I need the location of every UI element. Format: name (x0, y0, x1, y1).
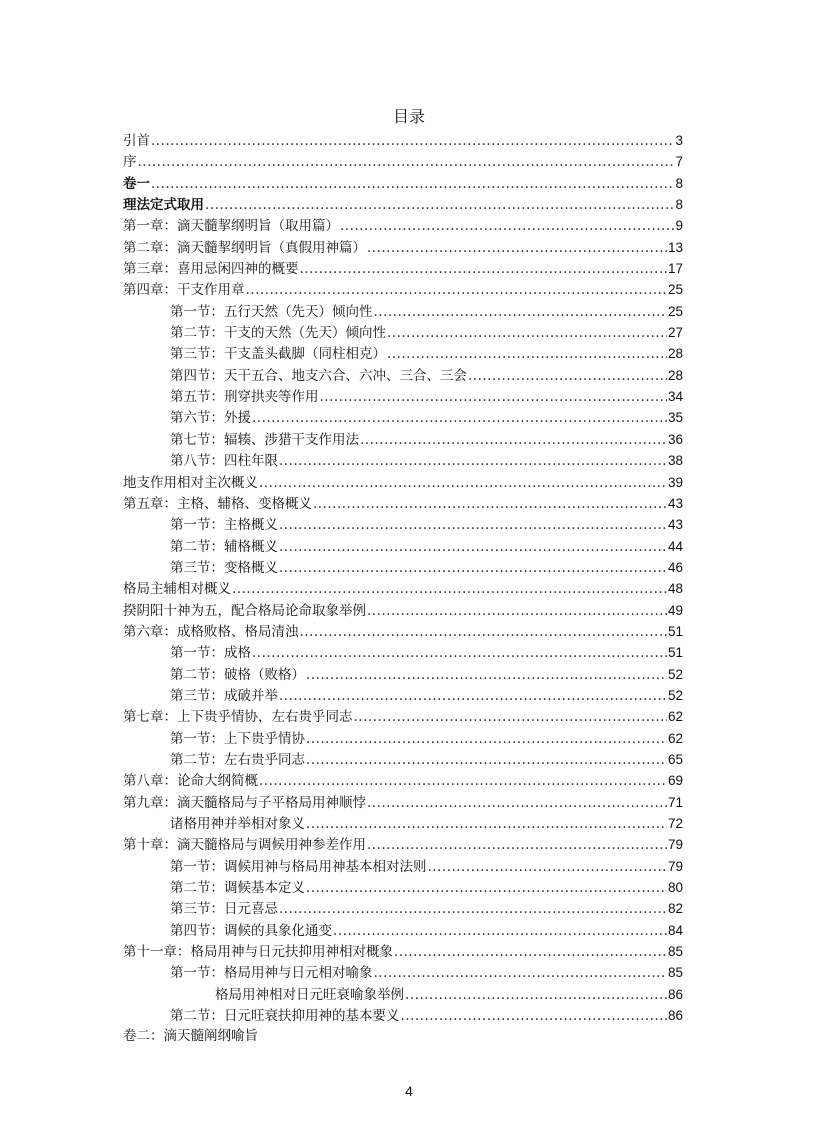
toc-leader-dots (360, 430, 667, 451)
toc-entry[interactable] (123, 386, 683, 407)
toc-leader-dots (394, 942, 667, 963)
toc-entry-page: 65 (667, 751, 683, 767)
toc-leader-dots (374, 963, 667, 984)
toc-entry[interactable] (123, 578, 683, 599)
toc-leader-dots (279, 451, 667, 472)
toc-entry-label: 第一节：上下贵乎情协 (170, 730, 305, 747)
toc-entry-label: 第十章：滴天髓格局与调候用神参差作用 (123, 837, 366, 854)
toc-leader-dots (354, 707, 667, 728)
toc-entry[interactable] (123, 770, 683, 791)
toc-entry-page: 48 (667, 581, 683, 597)
toc-entry[interactable] (123, 621, 683, 642)
toc-leader-dots (252, 643, 667, 664)
toc-entry-page: 27 (667, 325, 683, 341)
toc-entry-page: 38 (667, 453, 683, 469)
toc-entry[interactable] (123, 279, 683, 300)
toc-entry-page: 43 (667, 495, 683, 511)
toc-entry-page: 9 (675, 218, 683, 234)
toc-entry-label: 第八章：论命大纲简概 (123, 773, 258, 790)
toc-entry-label: 第一节：格局用神与日元相对喻象 (170, 965, 373, 982)
toc-entry[interactable] (123, 557, 683, 578)
toc-entry-label: 第二节：辅格概义 (170, 538, 278, 555)
toc-entry-label: 第五节：刑穿拱夹等作用 (170, 389, 319, 406)
toc-leader-dots (367, 793, 667, 814)
toc-entry-label: 第二节：日元旺衰扶抑用神的基本要义 (170, 1008, 400, 1025)
toc-leader-dots (279, 558, 667, 579)
toc-entry[interactable] (123, 407, 683, 428)
toc-entry-page: 7 (675, 154, 683, 170)
toc-entry[interactable] (123, 685, 683, 706)
toc-leader-dots (374, 302, 667, 323)
toc-leader-dots (246, 280, 667, 301)
toc-entry-page: 25 (667, 303, 683, 319)
toc-entry-page: 35 (667, 410, 683, 426)
toc-entry[interactable] (123, 792, 683, 813)
toc-entry[interactable] (123, 898, 683, 919)
toc-entry-page: 44 (667, 538, 683, 554)
toc-leader-dots (367, 238, 667, 259)
toc-entry[interactable] (123, 173, 683, 194)
toc-entry[interactable] (123, 962, 683, 983)
toc-leader-dots (205, 195, 674, 216)
toc-entry-page: 82 (667, 901, 683, 917)
page-number: 4 (405, 1083, 413, 1099)
toc-entry[interactable] (123, 322, 683, 343)
toc-leader-dots (387, 323, 667, 344)
toc-entry-page: 85 (667, 944, 683, 960)
toc-entry-label: 格局用神相对日元旺衰喻象举例 (215, 986, 404, 1003)
toc-leader-dots (252, 408, 667, 429)
toc-entry-label: 序 (123, 154, 137, 171)
toc-entry-label: 第一节：成格 (170, 645, 251, 662)
toc-entry-label: 第一章：滴天髓挈纲明旨（取用篇） (123, 218, 339, 235)
toc-entry[interactable] (123, 706, 683, 727)
toc-entry-label: 第四节：调候的具象化通变 (170, 922, 332, 939)
toc-entry[interactable] (123, 493, 683, 514)
toc-entry-page: 52 (667, 687, 683, 703)
toc-entry-page: 62 (667, 709, 683, 725)
toc-entry-label: 引首 (123, 133, 150, 149)
toc-entry-label: 诸格用神并举相对象义 (170, 816, 305, 832)
toc-entry-page: 8 (675, 197, 683, 213)
toc-entry[interactable] (123, 834, 683, 855)
toc-entry-label: 第一节：主格概义 (170, 517, 278, 534)
toc-entry-page: 52 (667, 666, 683, 682)
toc-entry-page: 79 (667, 858, 683, 874)
toc-entry-label: 第九章：滴天髓格局与子平格局用神顺悖 (123, 794, 366, 811)
toc-leader-dots (306, 814, 667, 835)
toc-leader-dots (306, 878, 667, 899)
toc-entry[interactable] (123, 600, 683, 621)
toc-entry-label: 第七章：上下贵乎情协，左右贵乎同志 (123, 709, 353, 726)
toc-entry[interactable] (123, 450, 683, 471)
toc-leader-dots (279, 899, 667, 920)
toc-entry-page: 69 (667, 773, 683, 789)
toc-leader-dots (300, 622, 667, 643)
toc-entry-page: 85 (667, 965, 683, 981)
toc-entry[interactable] (123, 343, 683, 364)
toc-entry-page: 84 (667, 922, 683, 938)
toc-leader-dots (367, 835, 667, 856)
toc-entry[interactable] (123, 728, 683, 749)
toc-leader-dots (232, 579, 667, 600)
toc-entry-label: 第二节：干支的天然（先天）倾向性 (170, 325, 386, 342)
toc-entry[interactable] (123, 429, 683, 450)
toc-entry-label: 地支作用相对主次概义 (123, 474, 258, 491)
toc-entry-label: 揆阴阳十神为五，配合格局论命取象举例 (123, 602, 366, 619)
toc-entry-page: 86 (667, 1008, 683, 1024)
toc-entry-label: 第一节：调候用神与格局用神基本相对法则 (170, 858, 427, 875)
toc-entry-page: 13 (667, 239, 683, 255)
toc-entry[interactable] (123, 1005, 683, 1026)
toc-entry[interactable] (123, 301, 683, 322)
toc-entry-page: 46 (667, 559, 683, 575)
toc-entry-label: 第三节：干支盖头截脚（同柱相克） (170, 346, 386, 363)
toc-entry-page: 62 (667, 730, 683, 746)
toc-leader-dots (279, 686, 667, 707)
toc-leader-dots (333, 921, 667, 942)
toc-entry-label: 第三节：日元喜忌 (170, 901, 278, 918)
toc-entry-label: 第一节：五行天然（先天）倾向性 (170, 303, 373, 320)
toc-entry[interactable] (123, 536, 683, 557)
toc-entry-label: 第七节：辐辏、涉猎干支作用法 (170, 431, 359, 448)
toc-entry[interactable] (123, 920, 683, 941)
toc-leader-dots (468, 366, 667, 387)
toc-entry-page: 49 (667, 602, 683, 618)
toc-entry-label: 第二节：左右贵乎同志 (170, 751, 305, 768)
toc-entry[interactable] (123, 215, 683, 236)
toc-leader-dots (151, 174, 674, 195)
toc-entry[interactable] (123, 194, 683, 215)
toc-entry-page: 3 (675, 133, 683, 148)
toc-leader-dots (306, 665, 667, 686)
toc-leader-dots (401, 1006, 667, 1027)
toc-entry-page: 86 (667, 986, 683, 1002)
toc-entry[interactable] (123, 237, 683, 258)
toc-entry[interactable] (123, 813, 683, 834)
toc-leader-dots (151, 131, 674, 152)
toc-entry-label: 第三章：喜用忌闲四神的概要 (123, 261, 299, 278)
toc-entry-label: 第四节：天干五合、地支六合、六冲、三合、三会 (170, 367, 467, 384)
toc-entry[interactable] (123, 856, 683, 877)
toc-entry-label: 理法定式取用 (123, 197, 204, 213)
toc-entry-label: 卷二：滴天髓阐纲喻旨 (123, 1028, 258, 1045)
toc-entry-page: 72 (667, 816, 683, 831)
toc-entry-label: 第十一章：格局用神与日元扶抑用神相对概象 (123, 944, 393, 961)
toc-leader-dots (259, 473, 667, 494)
toc-leader-dots (313, 494, 667, 515)
toc-entry-label: 第三节：变格概义 (170, 559, 278, 576)
toc-entry[interactable] (123, 1026, 683, 1047)
toc-entry-label: 卷一 (123, 175, 150, 191)
toc-entry-label: 第五章：主格、辅格、变格概义 (123, 495, 312, 512)
toc-entry[interactable] (123, 258, 683, 279)
toc-entry-label: 第二节：破格（败格） (170, 666, 305, 683)
toc-entry-label: 第二章：滴天髓挈纲明旨（真假用神篇） (123, 239, 366, 256)
toc-entry-label: 第八节：四柱年限 (170, 453, 278, 470)
toc-entry-page: 8 (675, 175, 683, 191)
toc-entry-page: 25 (667, 282, 683, 298)
toc-leader-dots (279, 515, 667, 536)
toc-entry[interactable] (123, 749, 683, 770)
toc-leader-dots (279, 537, 667, 558)
toc-leader-dots (367, 601, 667, 622)
toc-entry[interactable] (123, 130, 683, 151)
toc-entry[interactable] (123, 151, 683, 172)
toc-entry-page: 39 (667, 474, 683, 490)
toc-entry-page: 17 (667, 261, 683, 277)
toc-entry-page: 51 (667, 645, 683, 661)
toc-entry-label: 第二节：调候基本定义 (170, 880, 305, 897)
toc-entry-label: 第六章：成格败格、格局清浊 (123, 623, 299, 640)
toc-entry[interactable] (123, 365, 683, 386)
toc-entry[interactable] (123, 664, 683, 685)
toc-leader-dots (306, 729, 667, 750)
toc-entry[interactable] (123, 877, 683, 898)
toc-entry[interactable] (123, 642, 683, 663)
toc-entry-label: 第四章：干支作用章 (123, 282, 245, 299)
toc-entry[interactable] (123, 941, 683, 962)
toc-entry-page: 71 (667, 794, 683, 810)
toc-entry[interactable] (123, 984, 683, 1005)
toc-entry-label: 第三节：成破并举 (170, 687, 278, 704)
toc-leader-dots (306, 750, 667, 771)
toc-leader-dots (300, 259, 667, 280)
page-title: 目录 (392, 107, 425, 126)
toc-entry[interactable] (123, 472, 683, 493)
toc-leader-dots (259, 771, 667, 792)
toc-entry-page: 43 (667, 517, 683, 533)
toc-entry-label: 格局主辅相对概义 (123, 581, 231, 598)
toc-entry-page: 36 (667, 431, 683, 447)
toc-entry-page: 51 (667, 623, 683, 639)
toc-entry-page: 79 (667, 837, 683, 853)
toc-leader-dots (428, 857, 667, 878)
toc-entry-page: 80 (667, 880, 683, 896)
toc-entry[interactable] (123, 514, 683, 535)
toc-leader-dots (340, 216, 674, 237)
toc-leader-dots (387, 344, 667, 365)
toc-leader-dots (320, 387, 667, 408)
table-of-contents (123, 130, 683, 1048)
toc-leader-dots (138, 152, 675, 173)
toc-entry-page: 34 (667, 389, 683, 405)
toc-entry-label: 第六节：外援 (170, 410, 251, 427)
toc-leader-dots (405, 985, 667, 1006)
toc-entry-page: 28 (667, 346, 683, 362)
toc-entry-page: 28 (667, 367, 683, 383)
